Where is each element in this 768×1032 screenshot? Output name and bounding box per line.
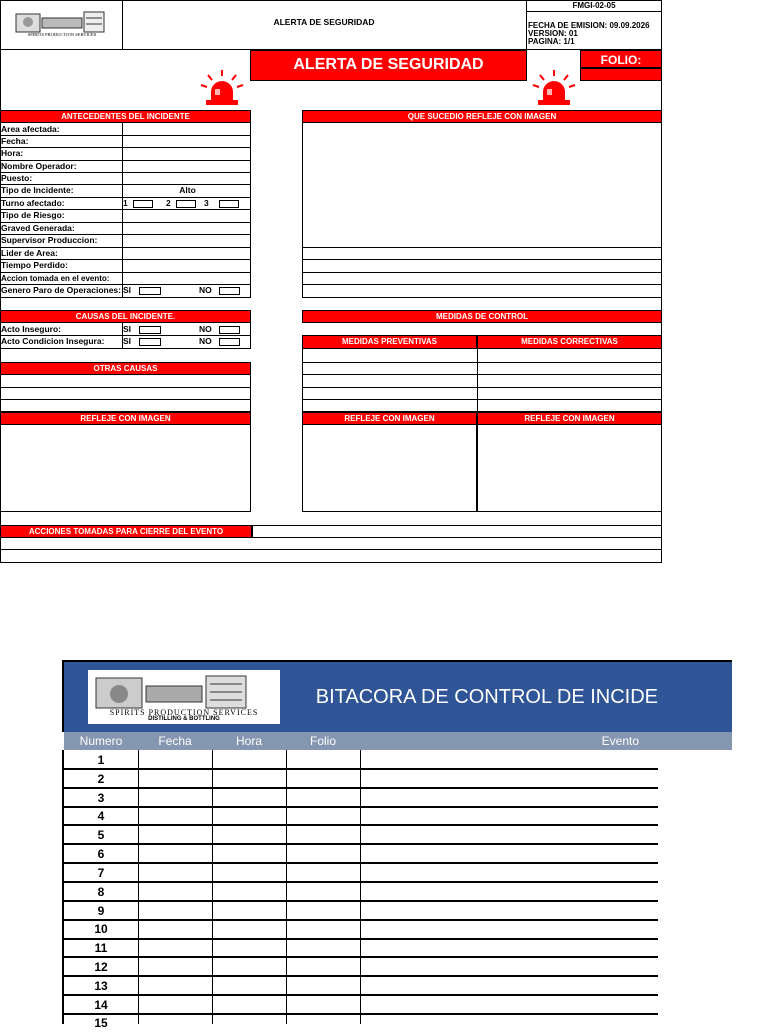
turno-checkbox-3[interactable]	[219, 200, 239, 208]
field-label: Genero Paro de Operaciones:	[1, 285, 121, 295]
row-number: 7	[97, 866, 105, 880]
row-number: 11	[94, 941, 108, 955]
row-number: 6	[97, 847, 105, 861]
row-number: 10	[94, 922, 108, 936]
row-number: 8	[97, 885, 105, 899]
medidas-header: MEDIDAS DE CONTROL	[302, 310, 662, 323]
field-label: Tipo de Incidente:	[1, 185, 74, 195]
medidas-preventivas-header: MEDIDAS PREVENTIVAS	[302, 335, 477, 349]
field-label: Turno afectado:	[1, 198, 65, 208]
doc-version: VERSION: 01	[528, 29, 578, 38]
row-number: 13	[94, 979, 108, 993]
logo-text: SPIRITS PRODUCTION SERVICES	[109, 708, 259, 717]
medidas-correctivas-header: MEDIDAS CORRECTIVAS	[477, 335, 662, 349]
otras-causas-table[interactable]	[0, 375, 251, 412]
row-number: 1	[97, 753, 105, 767]
refleje-image-area[interactable]	[302, 425, 477, 512]
folio-label[interactable]: FOLIO:	[580, 50, 662, 68]
field-label: Supervisor Produccion:	[1, 235, 98, 245]
si-label: SI	[123, 324, 132, 334]
field-label: Accion tomada en el evento:	[1, 274, 110, 283]
no-label: NO	[199, 285, 212, 295]
acciones-header: ACCIONES TOMADAS PARA CIERRE DEL EVENTO	[0, 525, 252, 538]
column-header-folio: Folio	[286, 732, 361, 750]
field-label: Graved Generada:	[1, 223, 75, 233]
field-label: Hora:	[1, 148, 24, 158]
banner-title: ALERTA DE SEGURIDAD	[250, 50, 527, 81]
doc-code: FMGI-02-05	[572, 1, 616, 10]
turno-checkbox-1[interactable]	[133, 200, 153, 208]
bitacora-title: BITACORA DE CONTROL DE INCIDE	[315, 686, 658, 708]
emission-date: FECHA DE EMISION: 09.09.2026	[528, 21, 650, 30]
field-label: Acto Inseguro:	[1, 324, 61, 334]
alarm-siren-icon	[198, 68, 246, 108]
logo-subtext: DISTILLING & BOTTLING	[148, 716, 220, 722]
row-number: 3	[97, 791, 105, 805]
field-label: Fecha:	[1, 136, 29, 146]
alarm-siren-icon	[530, 68, 578, 108]
refleje-image-area[interactable]	[477, 425, 662, 512]
turno-option-3[interactable]: 3	[204, 198, 209, 208]
antecedentes-header: ANTECEDENTES DEL INCIDENTE	[0, 110, 251, 123]
paro-no-checkbox[interactable]	[219, 287, 240, 295]
field-label: Tipo de Riesgo:	[1, 210, 65, 220]
column-header-hora: Hora	[212, 732, 287, 750]
column-header-numero: Numero	[64, 732, 139, 750]
que-sucedio-header: QUE SUCEDIO REFLEJE CON IMAGEN	[302, 110, 662, 123]
row-number: 4	[97, 809, 105, 823]
row-number: 2	[97, 772, 105, 786]
otras-causas-header: OTRAS CAUSAS	[0, 362, 251, 375]
condicion-insegura-no-checkbox[interactable]	[219, 338, 240, 346]
row-number: 14	[94, 998, 108, 1012]
row-number: 5	[97, 828, 105, 842]
folio-value[interactable]	[580, 68, 662, 81]
acto-inseguro-no-checkbox[interactable]	[219, 326, 240, 334]
doc-title: ALERTA DE SEGURIDAD	[273, 17, 375, 27]
tipo-incidente-value[interactable]: Alto	[179, 185, 196, 195]
turno-option-1[interactable]: 1	[123, 198, 128, 208]
medidas-table[interactable]	[302, 349, 662, 412]
bitacora-logo	[88, 670, 280, 724]
refleje-imagen-header: REFLEJE CON IMAGEN	[477, 412, 662, 425]
field-label: Tiempo Perdido:	[1, 260, 68, 270]
doc-page: PAGINA: 1/1	[528, 37, 575, 46]
refleje-image-area[interactable]	[0, 425, 251, 512]
logo-text: SPIRITS PRODUCTION SERVICES	[27, 32, 97, 37]
refleje-imagen-header: REFLEJE CON IMAGEN	[0, 412, 251, 425]
turno-checkbox-2[interactable]	[176, 200, 196, 208]
column-header-fecha: Fecha	[138, 732, 213, 750]
turno-option-2[interactable]: 2	[166, 198, 171, 208]
acciones-field[interactable]	[252, 525, 662, 538]
refleje-imagen-header: REFLEJE CON IMAGEN	[302, 412, 477, 425]
field-label: Acto Condicion Insegura:	[1, 336, 105, 346]
no-label: NO	[199, 324, 212, 334]
row-number: 12	[94, 960, 108, 974]
field-label: Lider de Area:	[1, 248, 58, 258]
no-label: NO	[199, 336, 212, 346]
causas-header: CAUSAS DEL INCIDENTE.	[0, 310, 251, 323]
si-label: SI	[123, 285, 132, 295]
field-label: Nombre Operador:	[1, 161, 77, 171]
condicion-insegura-si-checkbox[interactable]	[139, 338, 161, 346]
field-label: Area afectada:	[1, 124, 60, 134]
field-label: Puesto:	[1, 173, 33, 183]
row-number: 15	[94, 1016, 108, 1030]
row-number: 9	[97, 904, 105, 918]
paro-si-checkbox[interactable]	[139, 287, 161, 295]
si-label: SI	[123, 336, 132, 346]
column-header-evento: Evento	[360, 732, 732, 750]
acto-inseguro-si-checkbox[interactable]	[139, 326, 161, 334]
company-logo	[12, 8, 112, 44]
